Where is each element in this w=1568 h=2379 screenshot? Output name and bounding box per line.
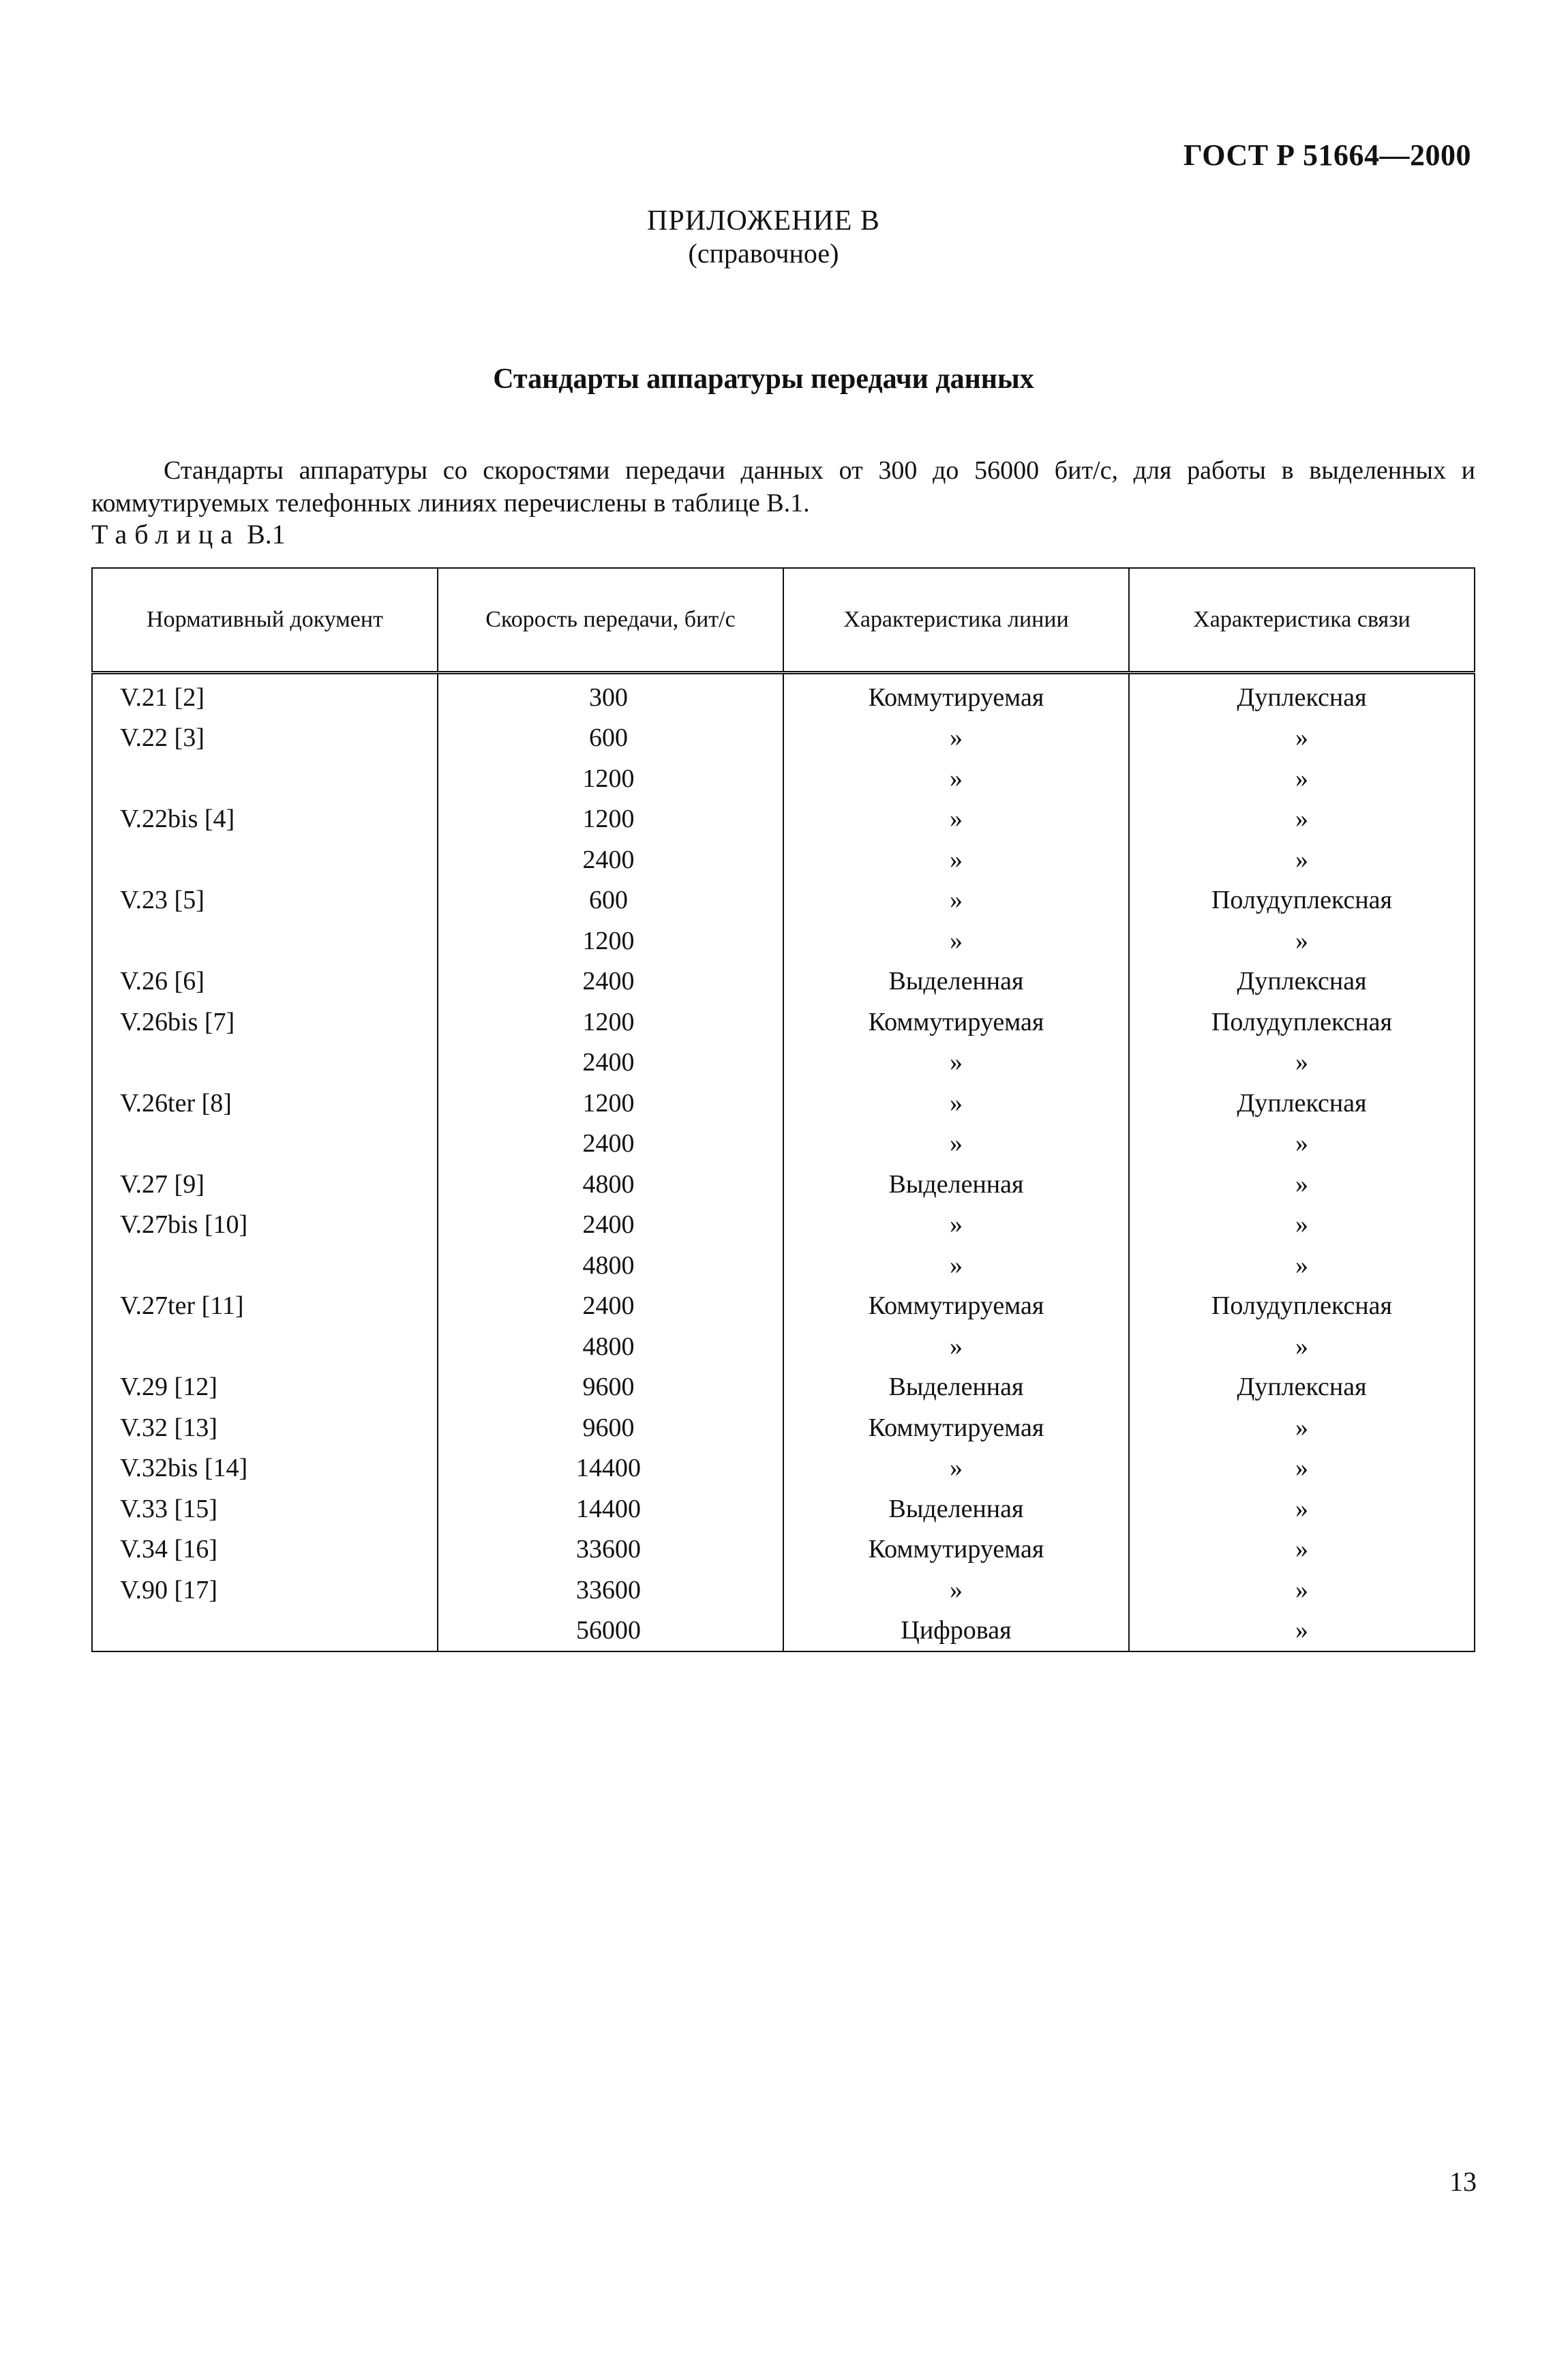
- cell-link-mode: »: [1129, 1043, 1475, 1083]
- cell-link-mode: »: [1129, 1407, 1475, 1448]
- cell-speed: 9600: [438, 1407, 783, 1448]
- cell-speed: 2400: [438, 961, 783, 1002]
- cell-speed: 4800: [438, 1326, 783, 1367]
- cell-link-mode: Полудуплексная: [1129, 1286, 1475, 1327]
- cell-link-mode: »: [1129, 1611, 1475, 1652]
- cell-line-type: »: [783, 799, 1129, 840]
- table-body: [92, 673, 1475, 1652]
- cell-line-type: »: [783, 1124, 1129, 1165]
- cell-link-mode: »: [1129, 1529, 1475, 1570]
- cell-link-mode: »: [1129, 758, 1475, 799]
- cell-link-mode: »: [1129, 1448, 1475, 1489]
- table-row: [92, 1043, 1475, 1083]
- cell-line-type: Выделенная: [783, 1488, 1129, 1529]
- table-row: [92, 1367, 1475, 1408]
- cell-speed: 1200: [438, 921, 783, 961]
- cell-speed: 4800: [438, 1245, 783, 1286]
- cell-line-type: Коммутируемая: [783, 1529, 1129, 1570]
- section-title: Стандарты аппаратуры передачи данных: [493, 363, 1034, 395]
- cell-speed: 1200: [438, 758, 783, 799]
- cell-speed: 33600: [438, 1529, 783, 1570]
- cell-document: [92, 1611, 438, 1652]
- cell-document: [92, 1043, 438, 1083]
- cell-speed: 14400: [438, 1488, 783, 1529]
- table-row: [92, 799, 1475, 840]
- cell-speed: 33600: [438, 1570, 783, 1611]
- cell-line-type: »: [783, 1448, 1129, 1489]
- cell-document: [92, 1245, 438, 1286]
- cell-line-type: Коммутируемая: [783, 1407, 1129, 1448]
- table-row: [92, 1326, 1475, 1367]
- cell-line-type: »: [783, 839, 1129, 880]
- cell-document: V.22 [3]: [92, 718, 438, 759]
- cell-line-type: Выделенная: [783, 961, 1129, 1002]
- cell-document: V.90 [17]: [92, 1570, 438, 1611]
- cell-link-mode: »: [1129, 1124, 1475, 1165]
- cell-speed: 2400: [438, 839, 783, 880]
- table-row: [92, 1164, 1475, 1205]
- table-row: [92, 880, 1475, 921]
- cell-speed: 1200: [438, 1002, 783, 1043]
- cell-link-mode: »: [1129, 1570, 1475, 1611]
- table-row: [92, 1488, 1475, 1529]
- column-header-link-mode: Характеристика связи: [1129, 568, 1475, 673]
- cell-document: V.34 [16]: [92, 1529, 438, 1570]
- cell-line-type: »: [783, 1043, 1129, 1083]
- cell-link-mode: »: [1129, 718, 1475, 759]
- cell-document: V.22bis [4]: [92, 799, 438, 840]
- cell-speed: 2400: [438, 1124, 783, 1165]
- cell-document: V.26bis [7]: [92, 1002, 438, 1043]
- table-caption: [91, 518, 286, 550]
- cell-line-type: Цифровая: [783, 1611, 1129, 1652]
- cell-line-type: Выделенная: [783, 1164, 1129, 1205]
- cell-document: V.27ter [11]: [92, 1286, 438, 1327]
- table-row: [92, 921, 1475, 961]
- table-row: [92, 961, 1475, 1002]
- cell-link-mode: »: [1129, 921, 1475, 961]
- cell-line-type: »: [783, 921, 1129, 961]
- cell-document: V.23 [5]: [92, 880, 438, 921]
- cell-link-mode: Полудуплексная: [1129, 880, 1475, 921]
- cell-document: [92, 758, 438, 799]
- cell-link-mode: »: [1129, 1164, 1475, 1205]
- cell-link-mode: »: [1129, 839, 1475, 880]
- cell-link-mode: »: [1129, 1205, 1475, 1246]
- table-header-row: [92, 568, 1475, 673]
- cell-document: [92, 1124, 438, 1165]
- cell-link-mode: »: [1129, 1326, 1475, 1367]
- cell-link-mode: Дуплексная: [1129, 1083, 1475, 1124]
- cell-line-type: »: [783, 1570, 1129, 1611]
- cell-speed: 4800: [438, 1164, 783, 1205]
- cell-speed: 2400: [438, 1043, 783, 1083]
- page-number: 13: [1449, 2166, 1477, 2197]
- table-caption-number: В.1: [247, 519, 286, 550]
- intro-paragraph: Стандарты аппаратуры со скоростями передачи данных от 300 до 56000 бит/с, для работы в выделенных и коммутируемых телефонных линиях перечислены в таблице В.1.: [91, 456, 1475, 518]
- cell-speed: 9600: [438, 1367, 783, 1408]
- table-row: [92, 718, 1475, 759]
- table-row: [92, 1205, 1475, 1246]
- cell-link-mode: Полудуплексная: [1129, 1002, 1475, 1043]
- cell-line-type: »: [783, 880, 1129, 921]
- cell-speed: 56000: [438, 1611, 783, 1652]
- cell-link-mode: Дуплексная: [1129, 673, 1475, 718]
- table-row: [92, 1245, 1475, 1286]
- cell-document: V.27bis [10]: [92, 1205, 438, 1246]
- cell-line-type: Коммутируемая: [783, 1002, 1129, 1043]
- table-row: [92, 1570, 1475, 1611]
- appendix-title: ПРИЛОЖЕНИЕ В: [647, 205, 880, 237]
- table-row: [92, 1286, 1475, 1327]
- cell-line-type: »: [783, 758, 1129, 799]
- table-caption-word: Таблица: [91, 519, 241, 550]
- cell-line-type: Коммутируемая: [783, 1286, 1129, 1327]
- cell-document: [92, 839, 438, 880]
- cell-speed: 1200: [438, 1083, 783, 1124]
- cell-document: [92, 1326, 438, 1367]
- cell-link-mode: »: [1129, 799, 1475, 840]
- cell-line-type: »: [783, 1245, 1129, 1286]
- column-header-document: Нормативный документ: [92, 568, 438, 673]
- cell-speed: 14400: [438, 1448, 783, 1489]
- cell-document: V.29 [12]: [92, 1367, 438, 1408]
- appendix-subtitle: (справочное): [688, 238, 839, 269]
- cell-document: V.32 [13]: [92, 1407, 438, 1448]
- cell-line-type: »: [783, 1205, 1129, 1246]
- cell-line-type: »: [783, 1326, 1129, 1367]
- cell-line-type: Коммутируемая: [783, 673, 1129, 718]
- table-row: [92, 1124, 1475, 1165]
- cell-link-mode: Дуплексная: [1129, 1367, 1475, 1408]
- table-row: [92, 839, 1475, 880]
- table-row: [92, 758, 1475, 799]
- table-row: [92, 1002, 1475, 1043]
- cell-line-type: »: [783, 1083, 1129, 1124]
- table-row: [92, 1611, 1475, 1652]
- cell-document: V.26ter [8]: [92, 1083, 438, 1124]
- table-row: [92, 1448, 1475, 1489]
- cell-link-mode: »: [1129, 1245, 1475, 1286]
- cell-speed: 1200: [438, 799, 783, 840]
- cell-line-type: »: [783, 718, 1129, 759]
- cell-speed: 2400: [438, 1205, 783, 1246]
- cell-document: V.32bis [14]: [92, 1448, 438, 1489]
- cell-document: V.33 [15]: [92, 1488, 438, 1529]
- cell-speed: 600: [438, 880, 783, 921]
- table-row: [92, 673, 1475, 718]
- table-row: [92, 1407, 1475, 1448]
- table-row: [92, 1083, 1475, 1124]
- cell-document: [92, 921, 438, 961]
- cell-line-type: Выделенная: [783, 1367, 1129, 1408]
- column-header-speed: Скорость передачи, бит/с: [438, 568, 783, 673]
- standards-table: [91, 567, 1475, 1652]
- column-header-line-type: Характеристика линии: [783, 568, 1129, 673]
- document-code: ГОСТ Р 51664—2000: [1183, 138, 1471, 172]
- cell-document: V.26 [6]: [92, 961, 438, 1002]
- cell-speed: 600: [438, 718, 783, 759]
- cell-link-mode: Дуплексная: [1129, 961, 1475, 1002]
- cell-document: V.21 [2]: [92, 673, 438, 718]
- cell-speed: 2400: [438, 1286, 783, 1327]
- cell-link-mode: »: [1129, 1488, 1475, 1529]
- table-row: [92, 1529, 1475, 1570]
- cell-speed: 300: [438, 673, 783, 718]
- cell-document: V.27 [9]: [92, 1164, 438, 1205]
